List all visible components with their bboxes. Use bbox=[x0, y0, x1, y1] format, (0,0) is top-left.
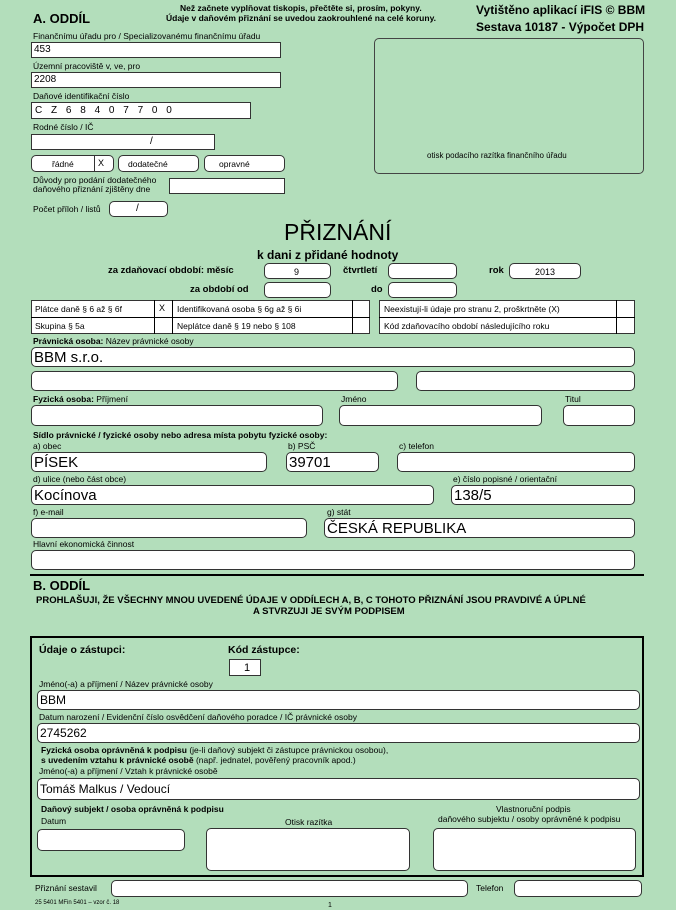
section-divider bbox=[30, 574, 644, 576]
filing-corrective[interactable] bbox=[204, 155, 285, 172]
branch-label: Územní pracoviště v, ve, pro bbox=[33, 61, 141, 71]
notice-line-1: Než začnete vyplňovat tiskopis, přečtěte si, prosím, pokyny. bbox=[180, 3, 422, 13]
signature-label-2: daňového subjektu / osoby oprávněné k podpisu bbox=[438, 814, 621, 824]
compiled-field[interactable] bbox=[111, 880, 468, 897]
month-field[interactable] bbox=[264, 263, 331, 279]
auth-line-1-rest: (je-li daňový subjekt či zástupce právnickou osobou), bbox=[186, 745, 389, 755]
reasons-label-1: Důvody pro podání dodatečného bbox=[33, 175, 157, 185]
notice-line-2: Údaje v daňovém přiznání se uvedou zaokrouhlené na celé koruny. bbox=[166, 13, 437, 23]
status-payer: Plátce daně § 6 až § 6f bbox=[35, 304, 122, 314]
attachments-field[interactable] bbox=[109, 201, 168, 217]
signer-field[interactable] bbox=[37, 778, 640, 800]
status-identified-checkbox[interactable] bbox=[355, 302, 368, 315]
footer-phone-field[interactable] bbox=[514, 880, 642, 897]
status-nonpayer: Neplátce daně § 19 nebo § 108 bbox=[177, 321, 296, 331]
email-label: f) e-mail bbox=[33, 507, 64, 517]
office-field[interactable] bbox=[31, 42, 281, 58]
from-label: za období od bbox=[190, 284, 249, 295]
rep-birth-label: Datum narození / Evidenční číslo osvědčení daňového poradce / IČ právnické osoby bbox=[39, 712, 357, 722]
office-label: Finančnímu úřadu pro / Specializovanému finančnímu úřadu bbox=[33, 31, 261, 41]
to-label: do bbox=[371, 284, 383, 295]
rc-field[interactable] bbox=[31, 134, 215, 150]
city-label: a) obec bbox=[33, 441, 62, 451]
office-stamp-label: otisk podacího razítka finančního úřadu bbox=[427, 151, 567, 160]
rc-label: Rodné číslo / IČ bbox=[33, 122, 94, 132]
zip-value: 39701 bbox=[289, 454, 331, 471]
filing-regular-label: řádné bbox=[52, 159, 74, 169]
rep-name-label: Jméno(-a) a příjmení / Název právnické osoby bbox=[39, 679, 213, 689]
status-nonpayer-checkbox[interactable] bbox=[355, 319, 368, 332]
city-field[interactable] bbox=[31, 452, 267, 472]
period-label: za zdaňovací období: měsíc bbox=[108, 265, 234, 276]
representative-code-label: Kód zástupce: bbox=[228, 644, 300, 656]
surname-field[interactable] bbox=[31, 405, 323, 426]
compiled-label: Přiznání sestavil bbox=[35, 883, 97, 893]
dic-value: C Z 6 8 4 0 7 7 0 0 bbox=[35, 105, 175, 116]
declaration-line-2: A STVRZUJI JE SVÝM PODPISEM bbox=[253, 606, 405, 617]
email-field[interactable] bbox=[31, 518, 307, 538]
footer-phone-label: Telefon bbox=[476, 883, 504, 893]
branch-field[interactable] bbox=[31, 72, 281, 88]
auth-line-1-bold: Fyzická osoba oprávněná k podpisu bbox=[41, 745, 187, 755]
street-field[interactable] bbox=[31, 485, 434, 505]
filing-regular[interactable] bbox=[31, 155, 114, 172]
status-group: Skupina § 5a bbox=[35, 321, 85, 331]
status-payer-mark[interactable]: X bbox=[159, 303, 166, 313]
country-value: ČESKÁ REPUBLIKA bbox=[327, 520, 467, 537]
filing-supplementary[interactable] bbox=[118, 155, 199, 172]
quarter-field[interactable] bbox=[388, 263, 457, 279]
signature-field[interactable] bbox=[433, 828, 636, 871]
number-value: 138/5 bbox=[454, 487, 492, 504]
number-field[interactable] bbox=[451, 485, 635, 505]
representative-code-value: 1 bbox=[244, 662, 251, 674]
year-field[interactable] bbox=[509, 263, 581, 279]
phone-label: c) telefon bbox=[399, 441, 434, 451]
street-value: Kocínova bbox=[34, 487, 97, 504]
rep-name-value: BBM bbox=[40, 693, 67, 707]
divider bbox=[172, 300, 173, 334]
legal-person-name: BBM s.r.o. bbox=[34, 349, 104, 366]
street-label: d) ulice (nebo část obce) bbox=[33, 474, 127, 484]
to-field[interactable] bbox=[388, 282, 457, 298]
app-line-2: Sestava 10187 - Výpočet DPH bbox=[476, 20, 645, 34]
rep-birth-field[interactable] bbox=[37, 723, 640, 743]
month-value: 9 bbox=[294, 267, 300, 277]
number-label: e) číslo popisné / orientační bbox=[453, 474, 557, 484]
legal-person-name-line3[interactable] bbox=[416, 371, 635, 391]
legal-person-name-line2[interactable] bbox=[31, 371, 398, 391]
divider bbox=[31, 317, 370, 318]
status-next-period: Kód zdaňovacího období následujícího roku bbox=[384, 321, 550, 331]
title-field[interactable] bbox=[563, 405, 635, 426]
date-field[interactable] bbox=[37, 829, 185, 851]
page-number: 1 bbox=[328, 902, 332, 909]
reasons-date-field[interactable] bbox=[169, 178, 285, 194]
subject-label: Daňový subjekt / osoba oprávněná k podpisu bbox=[41, 804, 224, 814]
office-value: 453 bbox=[34, 44, 51, 55]
section-a-title: A. ODDÍL bbox=[33, 11, 91, 26]
legal-person-label bbox=[33, 336, 194, 346]
auth-line-1 bbox=[41, 745, 388, 755]
zip-field[interactable] bbox=[286, 452, 379, 472]
status-group-checkbox[interactable] bbox=[157, 319, 170, 332]
form-code: 25 5401 MFin 5401 – vzor č. 18 bbox=[35, 900, 120, 906]
filing-regular-mark: X bbox=[98, 158, 105, 168]
nonexistent-checkbox[interactable] bbox=[618, 302, 633, 315]
legal-person-label-rest: Název právnické osoby bbox=[103, 336, 194, 346]
auth-line-2 bbox=[41, 755, 356, 765]
divider bbox=[379, 317, 635, 318]
signer-value: Tomáš Malkus / Vedoucí bbox=[40, 782, 171, 796]
rc-separator: / bbox=[150, 136, 153, 147]
first-name-label: Jméno bbox=[341, 394, 367, 404]
auth-line-2-bold: s uvedením vztahu k právnické osobě bbox=[41, 755, 194, 765]
rep-name-field[interactable] bbox=[37, 690, 640, 710]
form-title: PŘIZNÁNÍ bbox=[284, 219, 392, 245]
activity-field[interactable] bbox=[31, 550, 635, 570]
natural-person-label-bold: Fyzická osoba: bbox=[33, 394, 94, 404]
divider bbox=[154, 300, 155, 334]
signer-label: Jméno(-a) a příjmení / Vztah k právnické osobě bbox=[39, 766, 218, 776]
filing-corrective-label: opravné bbox=[219, 159, 250, 169]
stamp-label: Otisk razítka bbox=[285, 817, 333, 827]
declaration-line-1: PROHLAŠUJI, ŽE VŠECHNY MNOU UVEDENÉ ÚDAJE V ODDÍLECH A, B, C TOHOTO PŘIZNÁNÍ JSOU PRAVDIVÉ A ÚPLNÉ bbox=[36, 595, 586, 606]
form-subtitle: k dani z přidané hodnoty bbox=[257, 248, 399, 262]
filing-supplementary-label: dodatečné bbox=[128, 159, 168, 169]
app-line-1: Vytištěno aplikací iFIS © BBM bbox=[476, 3, 646, 17]
representative-heading: Údaje o zástupci: bbox=[39, 644, 126, 656]
year-label: rok bbox=[489, 265, 504, 276]
divider bbox=[352, 300, 353, 334]
first-name-field[interactable] bbox=[339, 405, 542, 426]
auth-line-2-rest: (např. jednatel, pověřený pracovník apod.) bbox=[193, 755, 356, 765]
zip-label: b) PSČ bbox=[288, 441, 316, 451]
from-field[interactable] bbox=[264, 282, 331, 298]
attachments-separator: / bbox=[136, 203, 139, 214]
office-stamp-box bbox=[374, 38, 644, 174]
country-label: g) stát bbox=[327, 507, 351, 517]
year-value: 2013 bbox=[535, 267, 556, 277]
dic-field[interactable] bbox=[31, 102, 251, 119]
reasons-label-2: daňového přiznání zjištěny dne bbox=[33, 184, 151, 194]
legal-person-label-bold: Právnická osoba: bbox=[33, 336, 104, 346]
divider bbox=[616, 300, 617, 334]
branch-value: 2208 bbox=[34, 74, 57, 85]
attachments-label: Počet příloh / listů bbox=[33, 204, 101, 214]
legal-person-name-field[interactable] bbox=[31, 347, 635, 367]
address-heading: Sídlo právnické / fyzické osoby nebo adresa místa pobytu fyzické osoby: bbox=[33, 430, 328, 440]
city-value: PÍSEK bbox=[34, 454, 79, 471]
activity-label: Hlavní ekonomická činnost bbox=[33, 539, 135, 549]
dic-label: Daňové identifikační číslo bbox=[33, 91, 130, 101]
stamp-field[interactable] bbox=[206, 828, 410, 871]
date-label: Datum bbox=[41, 816, 67, 826]
natural-person-label bbox=[33, 394, 128, 404]
natural-person-label-rest: Příjmení bbox=[93, 394, 128, 404]
title-label: Titul bbox=[565, 394, 581, 404]
signature-label-1: Vlastnoruční podpis bbox=[496, 804, 571, 814]
rep-birth-value: 2745262 bbox=[40, 726, 87, 740]
country-field[interactable] bbox=[324, 518, 635, 538]
status-identified: Identifikovaná osoba § 6g až § 6i bbox=[177, 304, 302, 314]
status-nonexistent: Neexistují-li údaje pro stranu 2, proškrtněte (X) bbox=[384, 304, 560, 314]
section-b-title: B. ODDÍL bbox=[33, 578, 91, 593]
next-period-field[interactable] bbox=[618, 319, 633, 332]
representative-code-field[interactable] bbox=[229, 659, 261, 676]
phone-field[interactable] bbox=[397, 452, 635, 472]
quarter-label: čtvrtletí bbox=[343, 265, 378, 276]
divider bbox=[94, 156, 95, 171]
